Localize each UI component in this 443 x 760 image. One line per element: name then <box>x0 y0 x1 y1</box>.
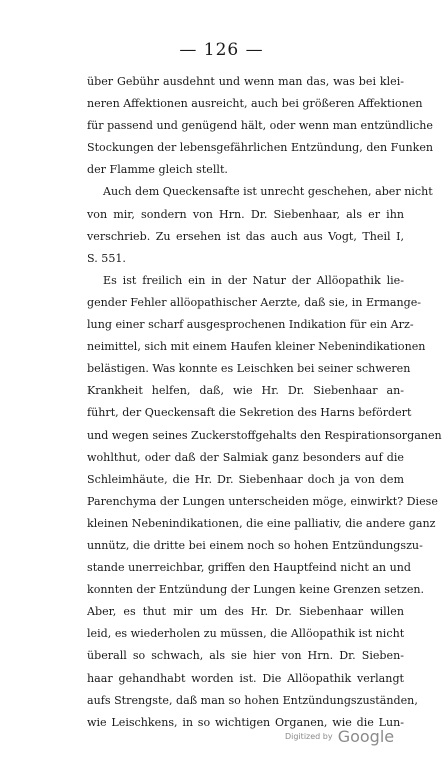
text-line: lung einer scharf ausgesprochenen Indikation für ein Arz- <box>87 318 414 332</box>
text-line: stande unerreichbar, griffen den Hauptfeind nicht an und <box>87 561 411 575</box>
text-line: Auch dem Queckensafte ist unrecht geschehen, aber nicht <box>103 185 433 199</box>
text-line: Schleimhäute, die Hr. Dr. Siebenhaar doch ja von dem <box>87 472 404 486</box>
text-line: Parenchyma der Lungen unterscheiden möge, einwirkt? Diese <box>87 494 438 508</box>
text-line: neimittel, sich mit einem Haufen kleiner Nebenindikationen <box>87 340 426 354</box>
text-line: wie Leischkens, in so wichtigen Organen, wie die Lun- <box>87 715 404 729</box>
text-line: Es ist freilich ein in der Natur der Allöopathik lie- <box>103 273 404 287</box>
text-line: der Flamme gleich stellt. <box>87 163 228 177</box>
text-line: überall so schwach, als sie hier von Hrn. Dr. Sieben- <box>87 649 404 663</box>
text-line: Aber, es thut mir um des Hr. Dr. Siebenhaar willen <box>87 605 404 619</box>
text-line: von mir, sondern von Hrn. Dr. Siebenhaar, als er ihn <box>87 207 404 221</box>
text-line: gender Fehler allöopathischer Aerzte, daß sie, in Ermange- <box>87 295 422 309</box>
text-line: unnütz, die dritte bei einem noch so hohen Entzündungszu- <box>87 538 423 552</box>
body-text <box>87 71 442 734</box>
text-line: für passend und genügend hält, oder wenn man entzündliche <box>87 119 433 133</box>
text-line: konnten der Entzündung der Lungen keine Grenzen setzen. <box>87 583 425 597</box>
text-line: verschrieb. Zu ersehen ist das auch aus Vogt, Theil I, <box>87 229 404 243</box>
text-line: S. 551. <box>87 251 126 265</box>
google-logo: Google <box>337 727 395 746</box>
watermark-prefix: Digitized by <box>285 732 333 741</box>
text-line: haar gehandhabt worden ist. Die Allöopathik verlangt <box>87 671 404 685</box>
text-line: aufs Strengste, daß man so hohen Entzündungszuständen, <box>87 693 418 707</box>
text-line: Stockungen der lebensgefährlichen Entzündung, den Funken <box>87 141 434 155</box>
text-line: über Gebühr ausdehnt und wenn man das, was bei klei- <box>87 75 404 88</box>
text-line: leid, es wiederholen zu müssen, die Allöopathik ist nicht <box>87 627 405 641</box>
text-line: führt, der Queckensaft die Sekretion des Harns befördert <box>87 406 412 420</box>
digitized-watermark <box>285 726 394 746</box>
text-line: wohlthut, oder daß der Salmiak ganz besonders auf die <box>87 450 404 464</box>
text-line: und wegen seines Zuckerstoffgehalts den Respirationsorganen <box>87 428 442 442</box>
page-number: — 126 — <box>179 40 264 60</box>
text-line: belästigen. Was konnte es Leischken bei seiner schweren <box>87 362 411 376</box>
text-line: neren Affektionen ausreicht, auch bei größeren Affektionen <box>87 97 423 111</box>
text-line: kleinen Nebenindikationen, die eine palliativ, die andere ganz <box>87 516 436 530</box>
text-line: Krankheit helfen, daß, wie Hr. Dr. Siebenhaar an- <box>87 384 404 398</box>
